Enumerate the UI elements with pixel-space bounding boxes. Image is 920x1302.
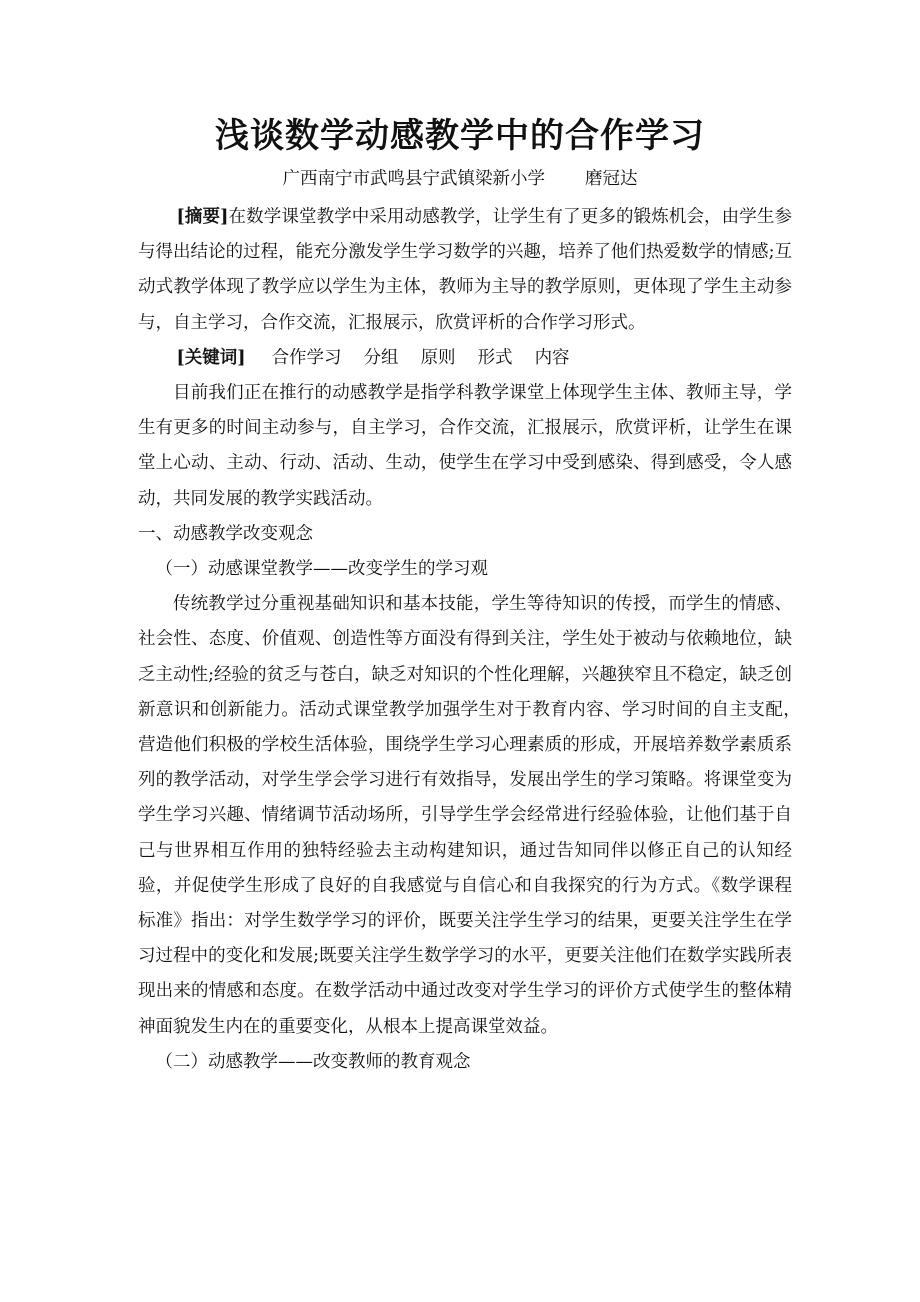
subsection-paragraph: 传统教学过分重视基础知识和基本技能，学生等待知识的传授，而学生的情感、社会性、态度、价值观、创造性等方面没有得到关注，学生处于被动与依赖地位，缺乏主动性;经验的贫乏与苍白，缺乏对知识的个性化理解，兴趣狭窄且不稳定，缺乏创新意识和创新能力。活动式课堂教学加强学生对于教育内容、学习时间的自主支配， 营造他们积极的学校生活体验，围绕学生学习心理素质的形成，开展培养数学素质系列的教学活动，对学生学会学习进行有效指导，发展出学生的学习策略。将课堂变为学生学习兴趣、情绪调节活动场所，引导学生学会经常进行经验体验，让他们基于自己与世界相互作用的独特经验去主动构建知识，通过告知同伴以修正自己的认知经验，并促使学生形成了良好的自我感觉与自信心和自我探究的行为方式。《数学课程标准》指出：对学生数学学习的评价，既要关注学生学习的结果，更要关注学生在学习过程中的变化和发展;既要关注学生数学学习的水平，更要关注他们在数学实践所表现出来的情感和态度。在数学活动中通过改变对学生学习的评价方式使学生的整体精神面貌发生内在的重要变化，从根本上提高课堂效益。 (138, 594, 810, 1037)
abstract-text: 在数学课堂教学中采用动感教学，让学生有了更多的锻炼机会，由学生参与得出结论的过程，能充分激发学生学习数学的兴趣，培养了他们热爱数学的情感;互动式教学体现了教学应以学生为主体，教师为主导的教学原则，更体现了学生主动参与，自主学习，合作交流，汇报展示，欣赏评析的合作学习形式。 (138, 207, 793, 333)
keyword-item: 形式 (477, 347, 513, 368)
keyword-item: 合作学习 (271, 347, 342, 368)
section-heading: 一、动感教学改变观念 (138, 523, 313, 544)
subsection-heading: （二）动感教学——改变教师的教育观念 (155, 1051, 471, 1072)
document-title: 浅谈数学动感教学中的合作学习 (215, 116, 705, 156)
author-school: 广西南宁市武鸣县宁武镇梁新小学 (282, 169, 545, 189)
document-body (138, 200, 810, 1080)
keywords-line (138, 341, 792, 376)
keywords-label: [关键词] (176, 347, 246, 368)
abstract-label: [摘要] (176, 207, 229, 227)
author-line (0, 166, 920, 192)
keyword-item: 内容 (534, 347, 570, 368)
subsection-heading: （一）动感课堂教学——改变学生的学习观 (155, 559, 488, 580)
keyword-item: 分组 (363, 347, 399, 368)
keyword-item: 原则 (420, 347, 456, 368)
intro-paragraph: 目前我们正在推行的动感教学是指学科教学课堂上体现学生主体、教师主导，学生有更多的时间主动参与，自主学习，合作交流，汇报展示，欣赏评析，让学生在课堂上心动、主动、行动、活动、生动，使学生在学习中受到感染、得到感受，令人感动，共同发展的教学实践活动。 (138, 383, 792, 509)
author-name: 磨冠达 (585, 169, 638, 189)
abstract-paragraph (138, 200, 792, 341)
